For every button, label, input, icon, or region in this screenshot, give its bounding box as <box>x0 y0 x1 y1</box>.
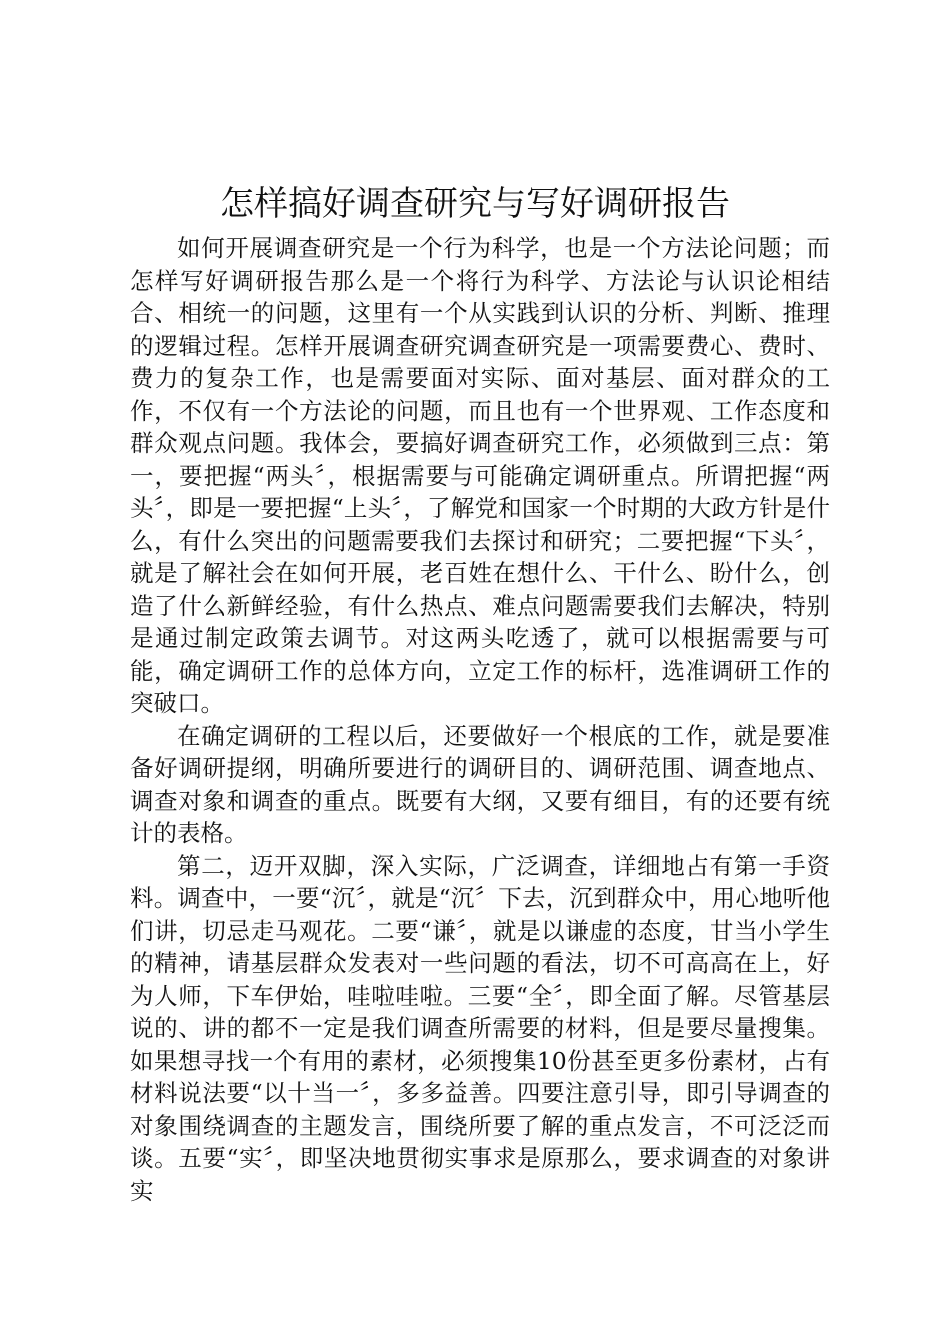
paragraph-1: 如何开展调查研究是一个行为科学，也是一个方法论问题；而怎样写好调研报告那么是一个将行为科学、方法论与认识论相结合、相统一的问题，这里有一个从实践到认识的分析、判断、推理的逻辑过程。怎样开展调查研究调查研究是一项需要费心、费时、费力的复杂工作，也是需要面对实际、面对基层、面对群众的工作，不仅有一个方法论的问题，而且也有一个世界观、工作态度和群众观点问题。我体会，要搞好调查研究工作，必须做到三点：第一，要把握“两头〞，根据需要与可能确定调研重点。所谓把握“两头〞，即是一要把握“上头〞，了解党和国家一个时期的大政方针是什么，有什么突出的问题需要我们去探讨和研究；二要把握“下头〞，就是了解社会在如何开展，老百姓在想什么、干什么、盼什么，创造了什么新鲜经验，有什么热点、难点问题需要我们去解决，特别是通过制定政策去调节。对这两头吃透了，就可以根据需要与可能，确定调研工作的总体方向，立定工作的标杆，选准调研工作的突破口。 <box>130 234 830 717</box>
document-title: 怎样搞好调查研究与写好调研报告 <box>220 184 730 224</box>
paragraph-3: 第二，迈开双脚，深入实际，广泛调查，详细地占有第一手资料。调查中，一要“沉〞，就是“沉〞下去，沉到群众中，用心地听他们讲，切忌走马观花。二要“谦〞，就是以谦虚的态度，甘当小学生的精神，请基层群众发表对一些问题的看法，切不可高高在上，好为人师，下车伊始，哇啦哇啦。三要“全〞，即全面了解。尽管基层说的、讲的都不一定是我们调查所需要的材料，但是要尽量搜集。如果想寻找一个有用的素材，必须搜集10份甚至更多份素材，占有材料说法要“以十当一〞，多多益善。四要注意引导，即引导调查的对象围绕调查的主题发言，围绕所要了解的重点发言，不可泛泛而谈。五要“实〞，即坚决地贯彻实事求是原那么，要求调查的对象讲实 <box>130 851 830 1205</box>
paragraph-2: 在确定调研的工程以后，还要做好一个根底的工作，就是要准备好调研提纲，明确所要进行的调研目的、调研范围、调查地点、调查对象和调查的重点。既要有大纲，又要有细目，有的还要有统计的表格。 <box>130 721 830 847</box>
document-body <box>130 232 830 1207</box>
